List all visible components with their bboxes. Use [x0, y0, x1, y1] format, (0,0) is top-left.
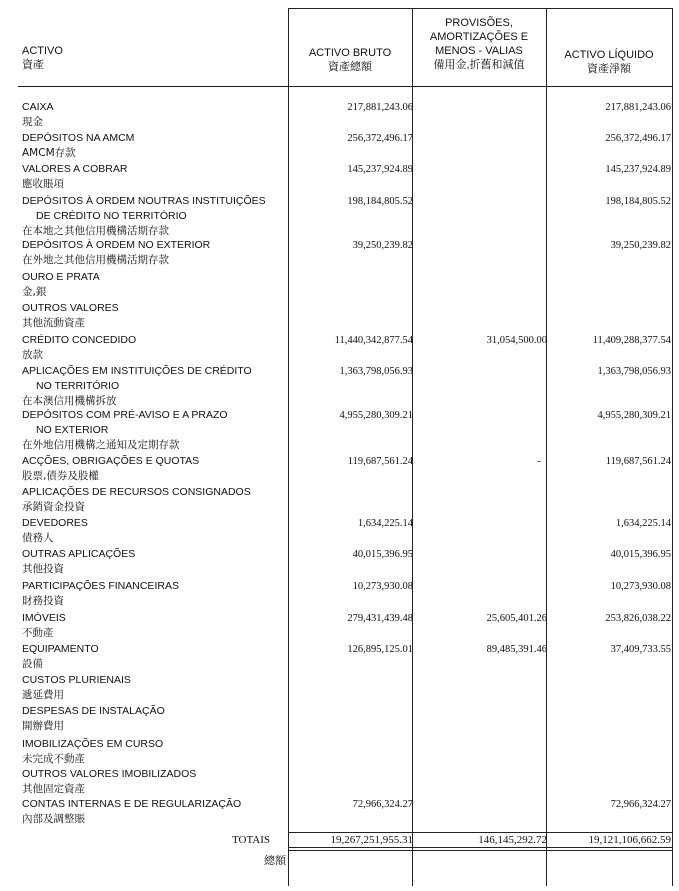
- totals-double-rule-b: [288, 850, 673, 851]
- row-label-pt: OUTROS VALORES: [22, 302, 119, 314]
- row-label-zh: 債務人: [22, 532, 54, 544]
- activo-bruto-value: 40,015,396.95: [352, 549, 413, 560]
- totals-double-rule-a: [288, 847, 673, 848]
- activo-bruto-value: 72,966,324.27: [352, 799, 413, 810]
- provisoes-value: 25,605,401.26: [486, 613, 547, 624]
- row-label-zh: 遞延費用: [22, 689, 64, 701]
- totals-label-zh: 總額: [264, 854, 286, 867]
- row-label-zh: 設備: [22, 658, 43, 670]
- row-label-pt: CUSTOS PLURIENAIS: [22, 674, 131, 686]
- activo-liquido-value: 1,634,225.14: [615, 518, 671, 529]
- row-label-pt: DEPÓSITOS À ORDEM NOUTRAS INSTITUIÇÕES: [22, 195, 266, 207]
- activo-liquido-value: 256,372,496.17: [605, 133, 671, 144]
- row-label: [22, 642, 99, 672]
- activo-liquido-value: 145,237,924.89: [605, 164, 671, 175]
- activo-liquido-value: 39,250,239.82: [610, 240, 671, 251]
- activo-bruto-value: 10,273,930.08: [352, 581, 413, 592]
- totals-bruto: 19,267,251,955.31: [330, 834, 413, 846]
- row-label: [22, 767, 196, 797]
- row-label-pt: VALORES A COBRAR: [22, 163, 128, 175]
- activo-bruto-value: 11,440,342,877.54: [334, 335, 413, 346]
- activo-liquido-value: 72,966,324.27: [610, 799, 671, 810]
- row-label-pt-cont: NO EXTERIOR: [36, 424, 109, 436]
- row-label-zh: 股票,債券及股權: [22, 470, 99, 482]
- row-label: [22, 797, 241, 827]
- activo-liquido-value: 119,687,561.24: [605, 456, 671, 467]
- header-bruto-pt: ACTIVO BRUTO: [308, 47, 392, 59]
- row-label-zh: 內部及調整賬: [22, 813, 85, 825]
- row-label-pt: APLICAÇÕES DE RECURSOS CONSIGNADOS: [22, 486, 251, 498]
- col-divider-3: [546, 8, 547, 886]
- activo-liquido-value: 40,015,396.95: [610, 549, 671, 560]
- activo-bruto-value: 119,687,561.24: [347, 456, 413, 467]
- row-label-pt: IMOBILIZAÇÕES EM CURSO: [22, 738, 164, 750]
- row-label: [22, 408, 228, 453]
- row-label-zh: 放款: [22, 349, 43, 361]
- row-label: [22, 704, 165, 734]
- header-bottom-rule: [18, 86, 673, 87]
- header-bruto-zh: 資產總額: [328, 61, 372, 73]
- row-label: [22, 301, 119, 331]
- row-label-pt: ACÇÕES, OBRIGAÇÕES E QUOTAS: [22, 455, 200, 467]
- row-label-zh: 未完成不動產: [22, 753, 85, 765]
- header-activo: [22, 44, 63, 72]
- row-label-pt: DEPÓSITOS À ORDEM NO EXTERIOR: [22, 239, 211, 251]
- row-label-pt: IMÓVEIS: [22, 612, 66, 624]
- header-prov-zh: 備用金,折舊和減值: [433, 59, 525, 71]
- activo-liquido-value: 10,273,930.08: [610, 581, 671, 592]
- activo-bruto-value: 279,431,439.48: [347, 613, 413, 624]
- row-label-pt: PARTICIPAÇÕES FINANCEIRAS: [22, 580, 179, 592]
- provisoes-value: 31,054,500.00: [486, 335, 547, 346]
- row-label-zh: 現金: [22, 116, 43, 128]
- header-activo-bruto: [288, 46, 412, 74]
- activo-liquido-value: 37,409,733.55: [610, 644, 671, 655]
- header-top-rule: [288, 8, 673, 9]
- header-liq-pt: ACTIVO LÍQUIDO: [564, 49, 654, 61]
- activo-bruto-value: 145,237,924.89: [347, 164, 413, 175]
- activo-liquido-value: 217,881,243.06: [605, 102, 671, 113]
- totals-label-pt: TOTAIS: [232, 834, 271, 846]
- header-activo-zh: 資產: [22, 59, 44, 71]
- row-label: [22, 737, 163, 767]
- row-label: [22, 162, 127, 192]
- row-label: [22, 454, 199, 484]
- activo-bruto-value: 1,363,798,056.93: [339, 366, 413, 377]
- activo-liquido-value: 198,184,805.52: [605, 196, 671, 207]
- totals-provisoes: 146,145,292.72: [478, 834, 547, 846]
- row-label-pt: APLICAÇÕES EM INSTITUIÇÕES DE CRÉDITO: [22, 365, 252, 377]
- activo-bruto-value: 126,895,125.01: [347, 644, 413, 655]
- row-label: [22, 364, 252, 409]
- totals-top-rule: [288, 832, 673, 833]
- activo-liquido-value: 4,955,280,309.21: [597, 410, 671, 421]
- activo-bruto-value: 4,955,280,309.21: [339, 410, 413, 421]
- header-activo-liquido: [546, 48, 672, 76]
- header-prov-pt1: PROVISÕES,: [445, 17, 513, 29]
- row-label-zh: 在本地之其他信用機構活期存款: [22, 225, 169, 237]
- header-prov-pt2: AMORTIZAÇÕES E: [429, 31, 529, 43]
- row-label: [22, 673, 131, 703]
- row-label: [22, 270, 100, 300]
- row-label: [22, 238, 210, 268]
- header-activo-pt: ACTIVO: [22, 45, 63, 57]
- header-provisoes: [412, 16, 546, 72]
- row-label: [22, 579, 179, 609]
- col-divider-4: [672, 8, 673, 886]
- activo-bruto-value: 1,634,225.14: [357, 518, 413, 529]
- col-divider-1: [288, 8, 289, 886]
- row-label: [22, 485, 251, 515]
- row-label-zh: 金,銀: [22, 286, 47, 298]
- activo-liquido-value: 253,826,038.22: [605, 613, 671, 624]
- row-label: [22, 131, 134, 161]
- header-liq-zh: 資產淨額: [587, 63, 631, 75]
- row-label-pt: DEVEDORES: [22, 517, 88, 529]
- row-label-zh: 其他流動資產: [22, 317, 85, 329]
- row-label-zh: 承銷資金投資: [22, 501, 85, 513]
- row-label-zh: 在外地之其他信用機構活期存款: [22, 254, 169, 266]
- provisoes-value: 89,485,391.46: [486, 644, 547, 655]
- row-label-zh: 在外地信用機構之通知及定期存款: [22, 439, 180, 451]
- row-label-pt: OUTROS VALORES IMOBILIZADOS: [22, 768, 197, 780]
- header-prov-pt3: MENOS - VALIAS: [435, 45, 523, 57]
- row-label: [22, 194, 266, 239]
- row-label-zh: 財務投資: [22, 595, 64, 607]
- activo-bruto-value: 39,250,239.82: [352, 240, 413, 251]
- row-label-pt: DEPÓSITOS NA AMCM: [22, 132, 135, 144]
- row-label-zh: 其他投資: [22, 563, 64, 575]
- activo-bruto-value: 198,184,805.52: [347, 196, 413, 207]
- row-label: [22, 547, 135, 577]
- activo-liquido-value: 1,363,798,056.93: [597, 366, 671, 377]
- row-label-pt: CRÉDITO CONCEDIDO: [22, 334, 137, 346]
- row-label-pt: OUTRAS APLICAÇÕES: [22, 548, 136, 560]
- row-label-pt: CONTAS INTERNAS E DE REGULARIZAÇÃO: [22, 798, 242, 810]
- row-label: [22, 516, 88, 546]
- row-label-pt-cont: NO TERRITÓRIO: [36, 380, 120, 392]
- provisoes-value: -: [537, 456, 541, 467]
- row-label-pt: DESPESAS DE INSTALAÇÃO: [22, 705, 165, 717]
- row-label-zh: 在本澳信用機構拆放: [22, 395, 117, 407]
- row-label-zh: 不動產: [22, 627, 54, 639]
- activo-bruto-value: 217,881,243.06: [347, 102, 413, 113]
- row-label-zh: 其他固定資產: [22, 783, 85, 795]
- activo-bruto-value: 256,372,496.17: [347, 133, 413, 144]
- row-label: [22, 100, 54, 130]
- row-label-pt-cont: DE CRÉDITO NO TERRITÓRIO: [36, 210, 187, 222]
- row-label-pt: DEPÓSITOS COM PRÉ-AVISO E A PRAZO: [22, 409, 228, 421]
- row-label-zh: AMCM存款: [22, 147, 76, 159]
- row-label-pt: CAIXA: [22, 101, 54, 113]
- row-label: [22, 333, 136, 363]
- activo-liquido-value: 11,409,288,377.54: [592, 335, 671, 346]
- row-label-pt: EQUIPAMENTO: [22, 643, 99, 655]
- totals-liquido: 19,121,106,662.59: [588, 834, 671, 846]
- row-label-zh: 應收賬項: [22, 178, 64, 190]
- row-label: [22, 611, 66, 641]
- row-label-zh: 開辦費用: [22, 720, 64, 732]
- row-label-pt: OURO E PRATA: [22, 271, 100, 283]
